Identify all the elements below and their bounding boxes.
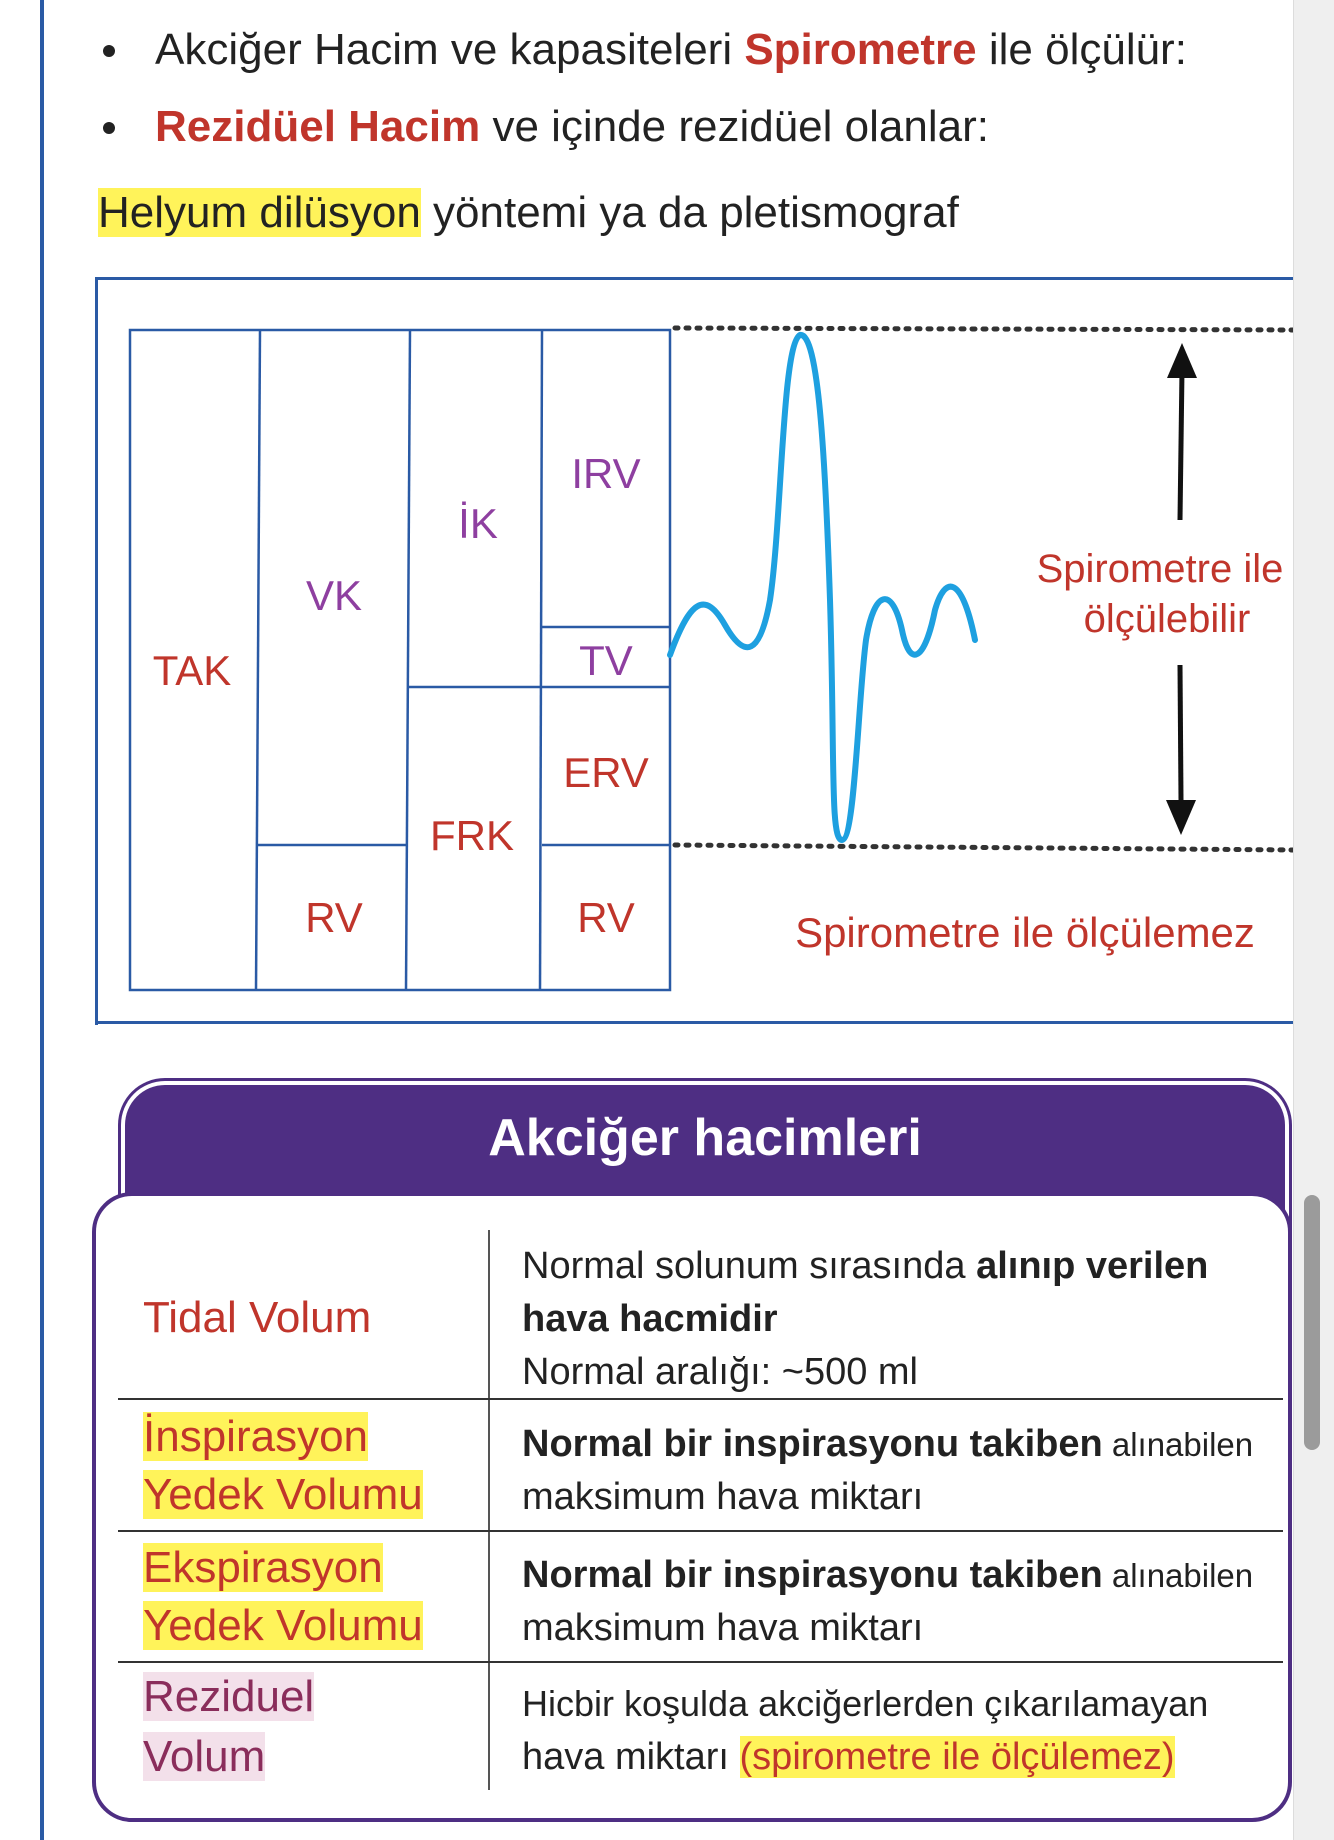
lower-dotted-line: [675, 845, 1295, 850]
definition-rv-line2: hava miktarı (spirometre ile ölçülemez): [522, 1736, 1175, 1778]
definition-rv-line1: Hicbir koşulda akciğerlerden çıkarılamayan: [522, 1683, 1209, 1724]
definition-irv-line1: Normal bir inspirasyonu takiben alınabilen: [522, 1423, 1254, 1465]
label-vk: VK: [305, 572, 363, 619]
term-inspirasyon-line2: Yedek Volumu: [143, 1470, 423, 1519]
divider-col1: [256, 330, 260, 990]
label-irv: IRV: [571, 450, 641, 497]
label-frk: FRK: [430, 812, 514, 859]
term-reziduel-line2: Volum: [143, 1732, 266, 1781]
table-row-divider: [118, 1398, 1283, 1400]
method-line: Helyum dilüsyon yöntemi ya da pletismograf: [98, 188, 959, 237]
bullet-text: Akciğer Hacim ve kapasiteleri Spirometre ile ölçülür:: [155, 25, 1187, 74]
label-erv: ERV: [563, 749, 649, 796]
measurable-label-line1: Spirometre ile: [1036, 547, 1284, 591]
term-ekspirasyon-line2: Yedek Volumu: [143, 1601, 423, 1650]
arrow-shaft-up: [1180, 370, 1182, 520]
label-ik: İK: [458, 500, 498, 547]
definition-tidal-line1: Normal solunum sırasında alınıp verilen: [522, 1245, 1209, 1287]
card-title: Akciğer hacimleri: [488, 1109, 922, 1167]
bullet-text: Rezidüel Hacim ve içinde rezidüel olanlar:: [155, 102, 989, 151]
spirometry-wave: [670, 335, 975, 840]
term-reziduel-line1: Reziduel: [143, 1672, 315, 1721]
definition-irv-line2: maksimum hava miktarı: [522, 1476, 924, 1518]
term-tidal-volum: Tidal Volum: [143, 1293, 372, 1342]
definition-tidal-line2: hava hacmidir: [522, 1298, 778, 1340]
scrollbar-thumb[interactable]: [1304, 1195, 1320, 1450]
definition-tidal-line3: Normal aralığı: ~500 ml: [522, 1351, 918, 1393]
arrow-down-icon: [1166, 800, 1196, 835]
label-rv-right: RV: [577, 894, 635, 941]
arrow-up-icon: [1167, 343, 1197, 378]
label-rv-left: RV: [305, 894, 363, 941]
divider-col2: [406, 330, 410, 990]
arrow-shaft-down: [1180, 665, 1181, 800]
page-edge: [1293, 0, 1334, 1840]
upper-dotted-line: [675, 328, 1295, 330]
measurable-label-line2: ölçülebilir: [1083, 597, 1251, 641]
table-row-divider: [118, 1530, 1283, 1532]
label-tak: TAK: [152, 647, 232, 694]
not-measurable-label: Spirometre ile ölçülemez: [795, 909, 1255, 956]
divider-col3: [540, 330, 542, 990]
table-column-divider: [488, 1230, 490, 1790]
definition-erv-line2: maksimum hava miktarı: [522, 1607, 924, 1649]
table-row-divider: [118, 1661, 1283, 1663]
term-ekspirasyon-line1: Ekspirasyon: [143, 1543, 383, 1592]
label-tv: TV: [579, 637, 633, 684]
definition-erv-line1: Normal bir inspirasyonu takiben alınabilen: [522, 1554, 1254, 1596]
term-inspirasyon-line1: İnspirasyon: [143, 1412, 369, 1461]
